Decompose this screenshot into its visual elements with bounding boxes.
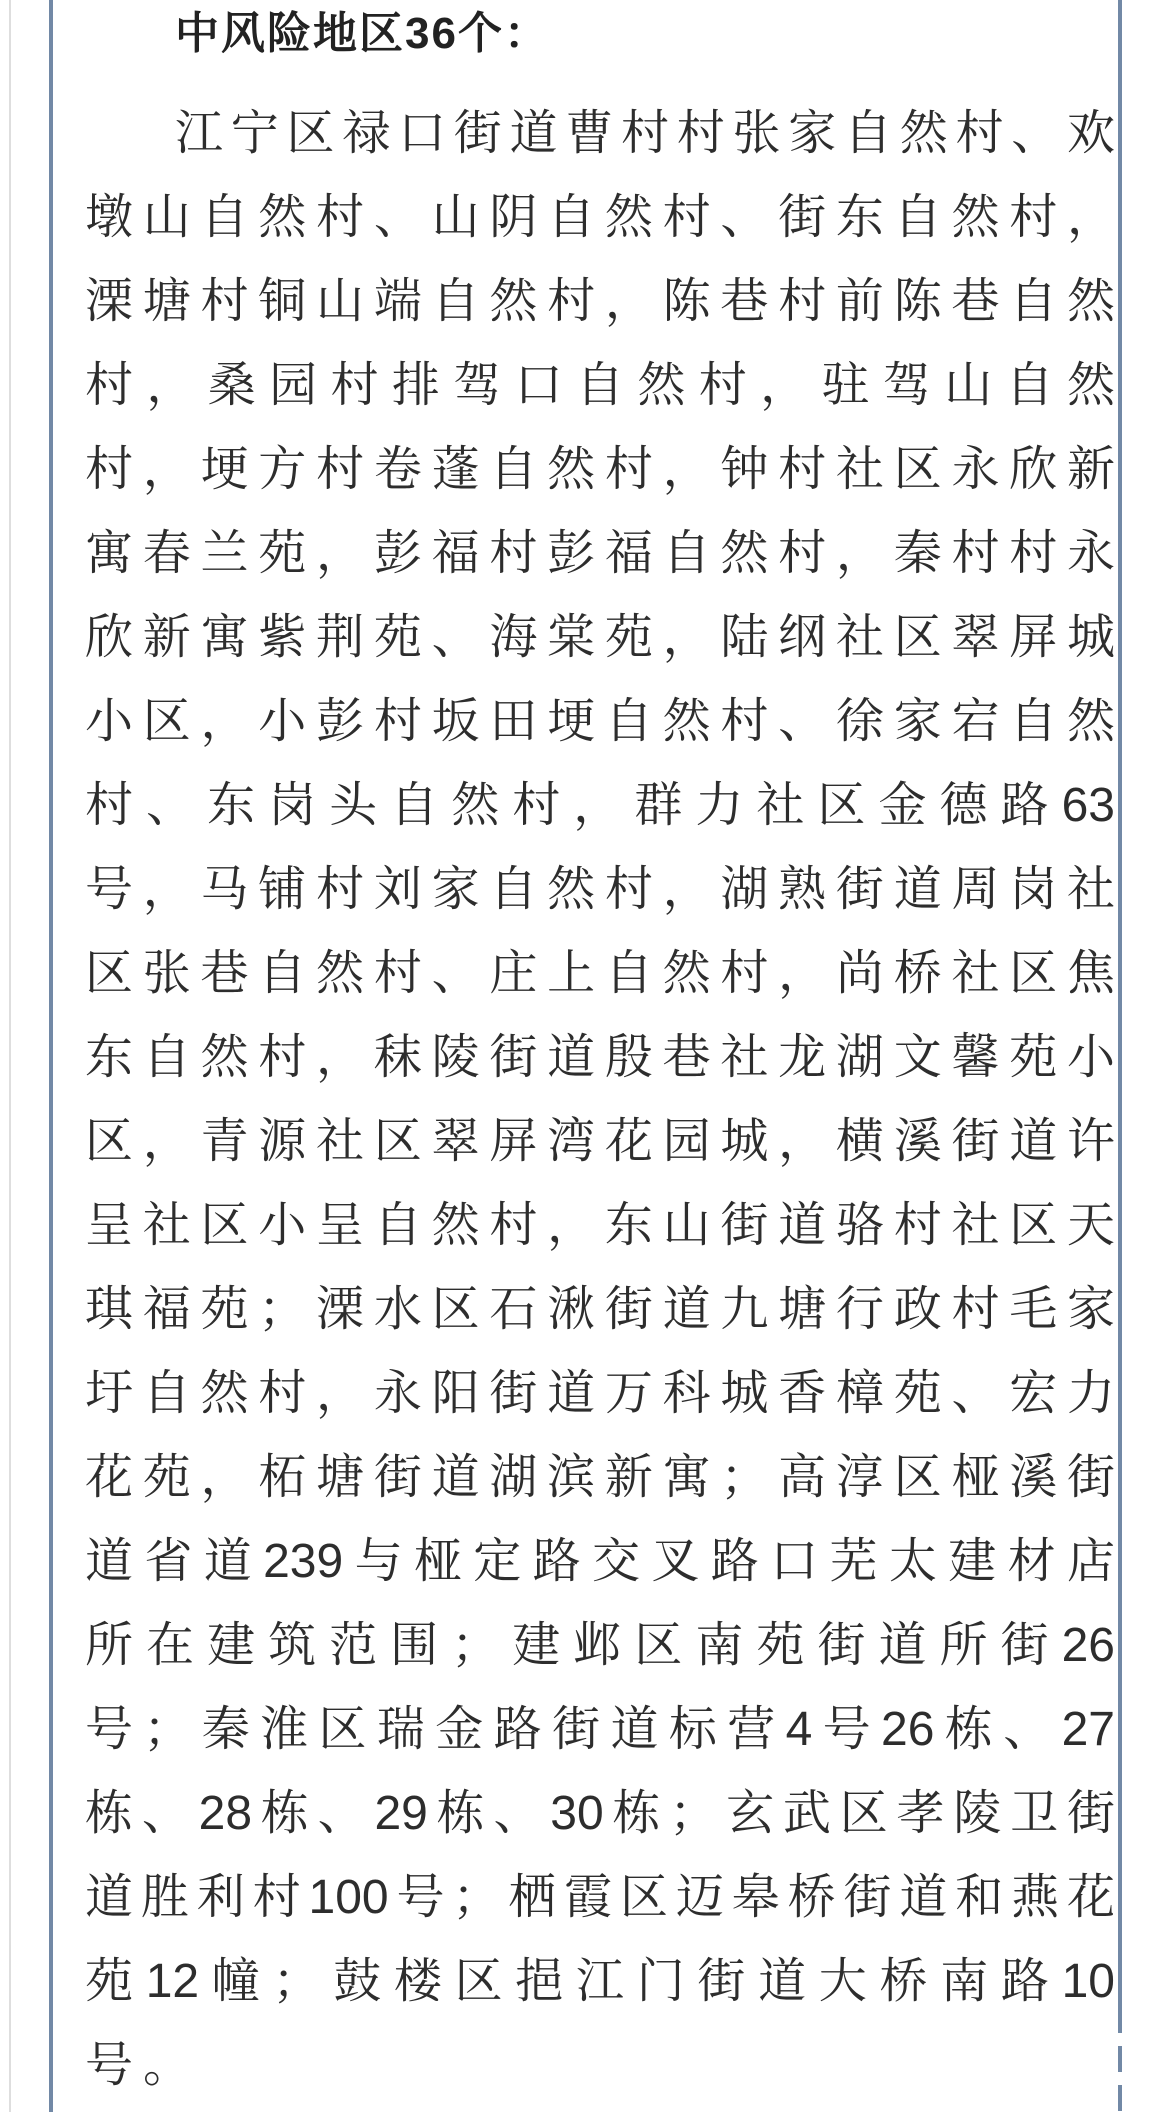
body-line: 欣新寓紫荆苑、海棠苑，陆纲社区翠屏城: [85, 611, 1115, 664]
body-line: 溧塘村铜山端自然村，陈巷村前陈巷自然: [85, 275, 1115, 328]
right-border-rule: [1118, 0, 1122, 2007]
body-line: 墩山自然村、山阴自然村、街东自然村，: [85, 191, 1115, 244]
right-border-rule-dashed: [1118, 2007, 1122, 2112]
body-line: 道省道239与桠定路交叉路口芜太建材店: [85, 1535, 1115, 1588]
body-line: 小区，小彭村坂田埂自然村、徐家宕自然: [85, 695, 1115, 748]
body-line: 东自然村，秣陵街道殷巷社龙湖文馨苑小: [85, 1031, 1115, 1084]
body-line: 道胜利村100号；栖霞区迈皋桥街道和燕花: [85, 1871, 1115, 1924]
body-line: 区，青源社区翠屏湾花园城，横溪街道许: [85, 1115, 1115, 1168]
body-line: 村，埂方村卷蓬自然村，钟村社区永欣新: [85, 443, 1115, 496]
body-line: 呈社区小呈自然村，东山街道骆村社区天: [85, 1199, 1115, 1252]
body-line: 江宁区禄口街道曹村村张家自然村、欢: [175, 107, 1115, 160]
body-line: 号。: [85, 2039, 202, 2092]
risk-area-paragraph: [85, 92, 1115, 2108]
body-line: 琪福苑；溧水区石湫街道九塘行政村毛家: [85, 1283, 1115, 1336]
body-line: 所在建筑范围；建邺区南苑街道所街26: [85, 1619, 1115, 1672]
body-line: 区张巷自然村、庄上自然村，尚桥社区焦: [85, 947, 1115, 1000]
body-line: 号，马铺村刘家自然村，湖熟街道周岗社: [85, 863, 1115, 916]
document-body: [85, 0, 1115, 2108]
body-line: 圩自然村，永阳街道万科城香樟苑、宏力: [85, 1367, 1115, 1420]
body-line: 号；秦淮区瑞金路街道标营4号26栋、27: [85, 1703, 1115, 1756]
risk-area-title: 中风险地区36个：: [175, 9, 550, 58]
body-line: 寓春兰苑，彭福村彭福自然村，秦村村永: [85, 527, 1115, 580]
body-line: 村、东岗头自然村，群力社区金德路63: [85, 779, 1115, 832]
body-line: 村，桑园村排驾口自然村，驻驾山自然: [85, 359, 1115, 412]
left-border-rule: [49, 0, 53, 2112]
body-line: 栋、28栋、29栋、30栋；玄武区孝陵卫街: [85, 1787, 1115, 1840]
body-line: 苑12幢；鼓楼区挹江门街道大桥南路10: [85, 1955, 1115, 2008]
outer-hairline: [9, 0, 11, 2112]
body-line: 花苑，柘塘街道湖滨新寓；高淳区桠溪街: [85, 1451, 1115, 1504]
